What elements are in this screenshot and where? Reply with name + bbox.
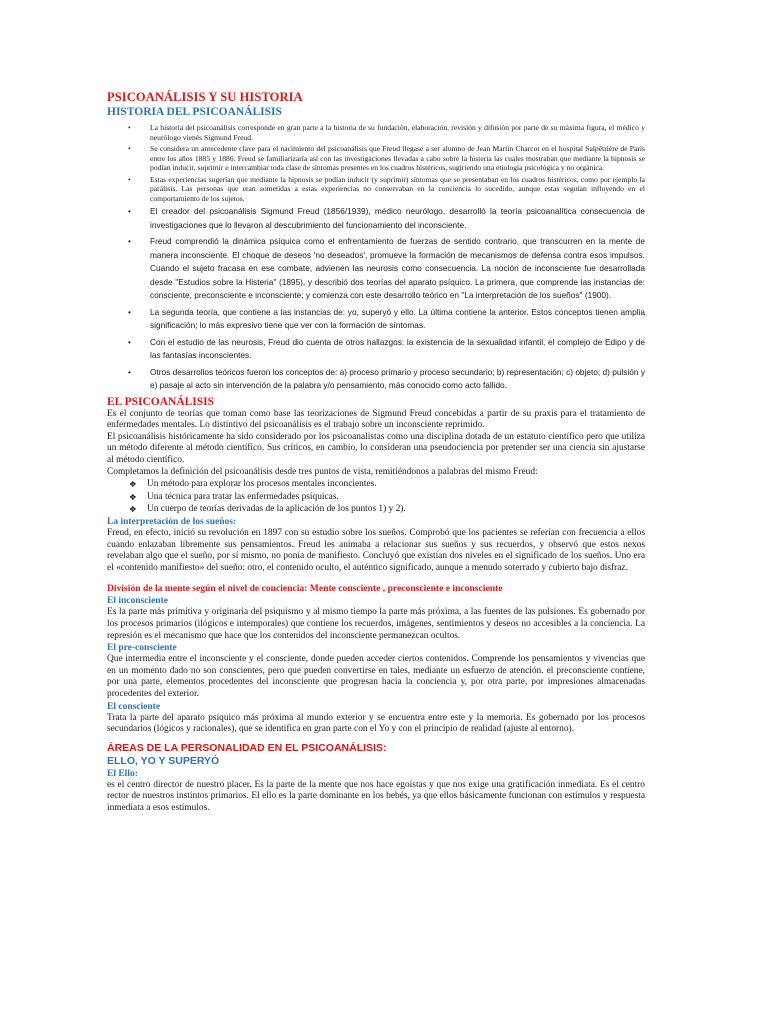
history-bullet: • Freud comprendió la dinámica psíquica como el enfrentamiento de fuerzas de sentido contrario, que transcurren en la mente de manera inconsciente. El choque de deseos 'no deseados', promueve la formación de mecanismos de defensa contra esos impulsos. Cuando el sujeto fracasa en ese combate, advienen las neurosis como consecuencia. La noción de inconsciente fue desarrollada desde "Estudios sobre la Histeria" (1895), y describió dos teorías del aparato psíquico. La primera, que comprende las instancias de: consciente, preconsciente e inconsciente; y comienza con este desarrollo teórico en "La interpretación de los sueños" (1900). — [150, 235, 645, 303]
psicoanalisis-heading: EL PSICOANÁLISIS — [107, 395, 215, 408]
ello-heading: El Ello: — [107, 768, 138, 779]
history-bullet: • Otros desarrollos teóricos fueron los conceptos de: a) proceso primario y proceso secundario; b) representación; c) objeto; d) pulsión y e) pasaje al acto sin intervención de la palabra y/o pensamiento, más conocido como acto fallido. — [150, 366, 645, 393]
history-bullet: • La segunda teoría, que contiene a las instancias de: yo, superyó y ello. La última contiene la anterior. Estos conceptos tienen amplia significación; lo más expresivo tiene que ver con la formación de síntomas. — [150, 306, 645, 333]
main-title: PSICOANÁLISIS Y SU HISTORIA — [107, 90, 303, 104]
ello-paragraph: es el centro director de nuestro placer. Es la parte de la mente que nos hace egoístas y que nos exige una gratificación inmediata. Es el centro rector de nuestros instintos primarios. El ello es la parte dominante en los bebés, ya que ellos básicamente funcionan con estímulos y respuesta inmediata a esos estímulos. — [107, 779, 645, 813]
suenos-paragraph: Freud, en efecto, inició su revolución en 1897 con su estudio sobre los sueños. Comprobó que los pacientes se referían con frecuencia a ellos cuando enlazaban libremente sus pensamientos. Freud les animaba a relacionar sus sueños y sus recuerdos, y observó que estos nexos revelaban algo que el sueño, por sí mismo, no ponía de manifiesto. Concluyó que existían dos niveles en el significado de los sueños. Uno era el «contenido manifiesto» del sueño: otro, el contenido oculto, el auténtico significado, aunque a menudo soterrado y cubierto bajo disfraz. — [107, 527, 645, 573]
definition-point: ❖ Un método para explorar los procesos mentales inconcientes. — [147, 478, 645, 491]
history-bullet: • Estas experiencias sugerían que mediante la hipnosis se podían inducir (y suprimir) síntomas que se presentaban en los cuadros histéricos, como por ejemplo la parálisis. Las personas que eran sometidas a estas experiencias no conservaban en la conciencia lo sucedido, aunque estas seguían influyendo en el comportamiento de los sujetos. — [150, 175, 645, 204]
areas-heading: ÁREAS DE LA PERSONALIDAD EN EL PSICOANÁLISIS: — [107, 741, 387, 754]
areas-subheading: ELLO, YO Y SUPERYÓ — [107, 754, 220, 767]
preconsciente-paragraph: Que intermedia entre el inconsciente y el consciente, donde pueden acceder ciertos contenidos. Comprende los pensamientos y vivencias que en un momento dado no son conscientes, pero que pueden convertirse en tales, mediante un esfuerzo de atención. el preconsciente contiene, por una parte, elementos procedentes del inconsciente que progresan hacia la conciencia y, por otra parte, por impresiones almacenadas procedentes del exterior. — [107, 654, 645, 699]
history-bullet: • Se considera un antecedente clave para el nacimiento del psicoanálisis que Freud llegase a ser alumno de Jean Martin Charcot en el hospital Salpêtrière de París entre los años 1885 y 1886. Freud se familiarizaría así con las investigaciones llevadas a cabo sobre la histeria las cuales mostraban que mediante la hipnosis se podían inducir, suprimir e intercambiar toda clase de síntomas presentes en los cuadros histéricos, sugiriendo una etiología psicológica y no orgánica. — [150, 144, 645, 173]
history-bullet-list — [107, 123, 645, 393]
history-heading: HISTORIA DEL PSICOANÁLISIS — [107, 106, 282, 118]
history-bullet: • La historia del psicoanálisis corresponde en gran parte a la historia de su fundación, elaboración, revisión y difusión por parte de su máxima figura, el médico y neurólogo vienés Sigmund Freud. — [150, 123, 645, 142]
consciente-heading: El consciente — [107, 701, 161, 712]
definition-point-list — [107, 478, 645, 516]
preconsciente-heading: El pre-consciente — [107, 643, 177, 654]
psicoanalisis-paragraph: Es el conjunto de teorías que toman como base las teorizaciones de Sigmund Freud concebidas a partir de su praxis para el tratamiento de enfermedades mentales. Lo distintivo del psicoanálisis es el trabajo sobre un inconsciente reprimido. — [107, 408, 645, 431]
psicoanalisis-paragraph: El psicoanálisis históricamente ha sido considerado por los psicoanalistas como una disciplina dotada de un estatuto científico pero que utiliza un método diferente al método científico. Sus críticos, en cambio, lo consideran una pseudociencia por pretender ser una ciencia sin ajustarse al método científico. — [107, 431, 645, 465]
history-bullet: • El creador del psicoanálisis Sigmund Freud (1856/1939), médico neurólogo, desarrolló la teoría psicoanalítica consecuencia de investigaciones que lo llevaron al descubrimiento del funcionamiento del inconsciente. — [150, 205, 645, 232]
division-heading: División de la mente según el nivel de conciencia: Mente consciente , preconsciente e inconsciente — [107, 583, 503, 595]
inconsciente-paragraph: Es la parte más primitiva y originaria del psiquismo y al mismo tiempo la parte más próxima, a las fuentes de las pulsiones. Es gobernado por los procesos primarios (ilógicos e intemporales) que contiene los recuerdos, imágenes, sentimientos y deseos no accesibles a la conciencia. La represión es el mecanismo que hace que los contenidos del inconsciente permanezcan ocultos. — [107, 607, 645, 641]
suenos-heading: La interpretación de los sueños: — [107, 516, 237, 527]
inconsciente-heading: El inconsciente — [107, 596, 168, 607]
history-bullet: • Con el estudio de las neurosis, Freud dio cuenta de otros hallazgos: la existencia de la sexualidad infantil, el complejo de Edipo y de las fantasías inconscientes. — [150, 336, 645, 363]
consciente-paragraph: Trata la parte del aparato psíquico más próxima al mundo exterior y se encuentra entre este y la memoria. Es gobernado por los procesos secundarios (lógicos y racionales), que se identifica en gran parte con el Yo y con el principio de realidad (ajuste al entorno). — [107, 712, 645, 735]
definition-point: ❖ Un cuerpo de teorías derivadas de la aplicación de los puntos 1) y 2). — [147, 503, 645, 516]
document-page — [107, 90, 645, 814]
definition-point: ❖ Una técnica para tratar las enfermedades psíquicas. — [147, 491, 645, 504]
psicoanalisis-paragraph: Completamos la definición del psicoanálisis desde tres puntos de vista, remitiéndonos a palabras del mismo Freud: — [107, 466, 538, 477]
